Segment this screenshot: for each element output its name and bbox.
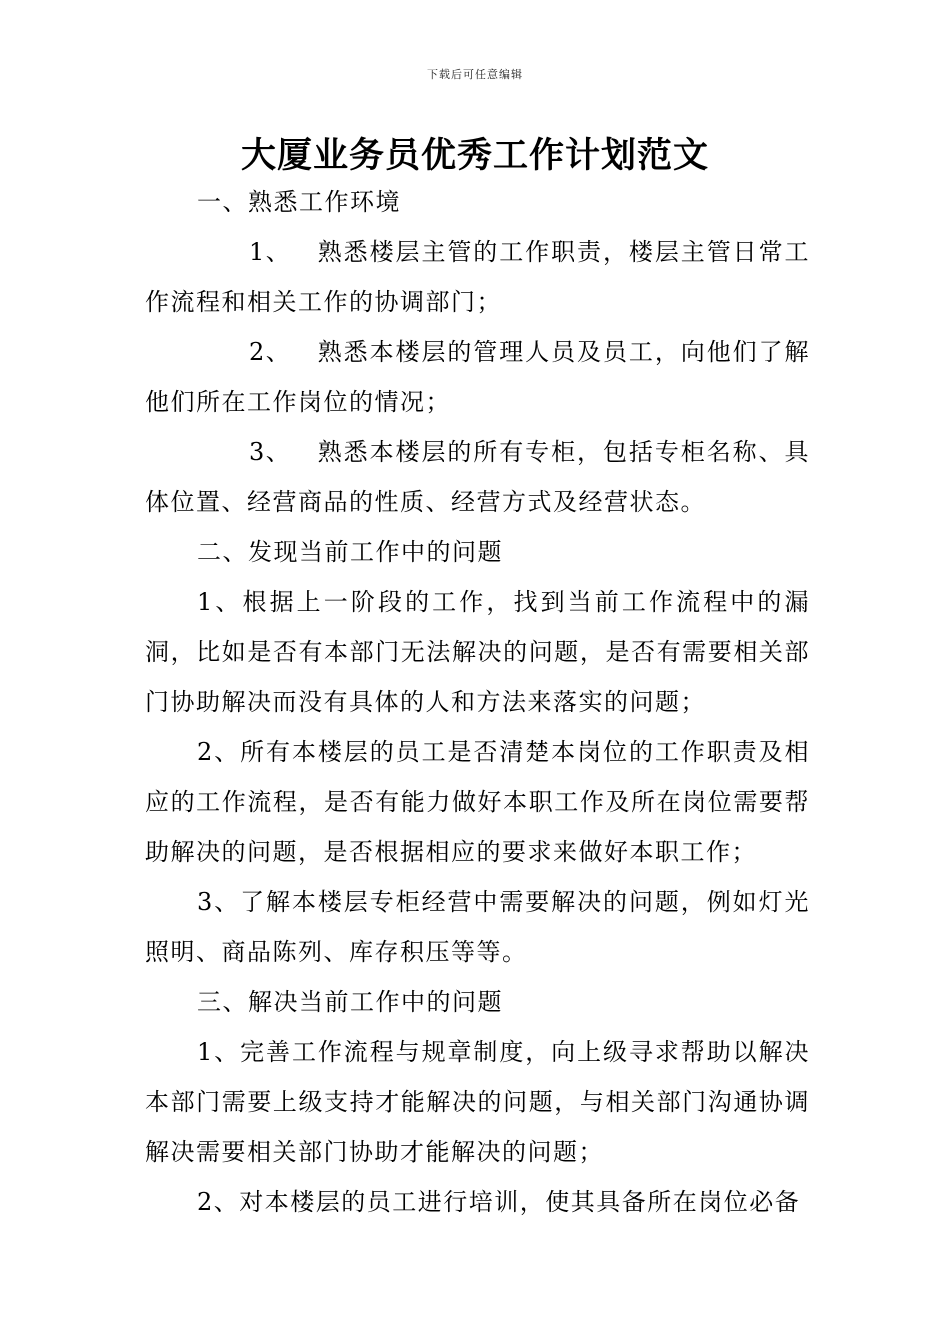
item-number: 3、 (249, 438, 292, 466)
list-item (145, 427, 810, 527)
item-text: 熟悉本楼层的所有专柜，包括专柜名称、具体位置、经营商品的性质、经营方式及经营状态。 (145, 438, 810, 516)
section-heading: 二、发现当前工作中的问题 (197, 538, 503, 566)
list-item (145, 327, 810, 427)
list-item: 1、根据上一阶段的工作，找到当前工作流程中的漏洞，比如是否有本部门无法解决的问题，是否有需要相关部门协助解决而没有具体的人和方法来落实的问题； (145, 588, 810, 716)
list-item: 2、对本楼层的员工进行培训，使其具备所在岗位必备 (197, 1188, 801, 1216)
document-title: 大厦业务员优秀工作计划范文 (240, 136, 709, 176)
item-text: 熟悉本楼层的管理人员及员工，向他们了解他们所在工作岗位的情况； (145, 338, 810, 416)
header-note: 下载后可任意编辑 (427, 68, 523, 81)
item-text: 熟悉楼层主管的工作职责，楼层主管日常工作流程和相关工作的协调部门； (145, 238, 810, 316)
list-item: 3、了解本楼层专柜经营中需要解决的问题，例如灯光照明、商品陈列、库存积压等等。 (145, 888, 810, 966)
document-body (145, 177, 810, 1227)
list-item: 2、所有本楼层的员工是否清楚本岗位的工作职责及相应的工作流程，是否有能力做好本职工作及所在岗位需要帮助解决的问题，是否根据相应的要求来做好本职工作； (145, 738, 810, 866)
section-heading: 一、熟悉工作环境 (197, 188, 401, 216)
section-heading: 三、解决当前工作中的问题 (197, 988, 503, 1016)
item-number: 2、 (249, 338, 292, 366)
list-item (145, 227, 810, 327)
list-item: 1、完善工作流程与规章制度，向上级寻求帮助以解决本部门需要上级支持才能解决的问题，与相关部门沟通协调解决需要相关部门协助才能解决的问题； (145, 1038, 810, 1166)
item-number: 1、 (249, 238, 292, 266)
